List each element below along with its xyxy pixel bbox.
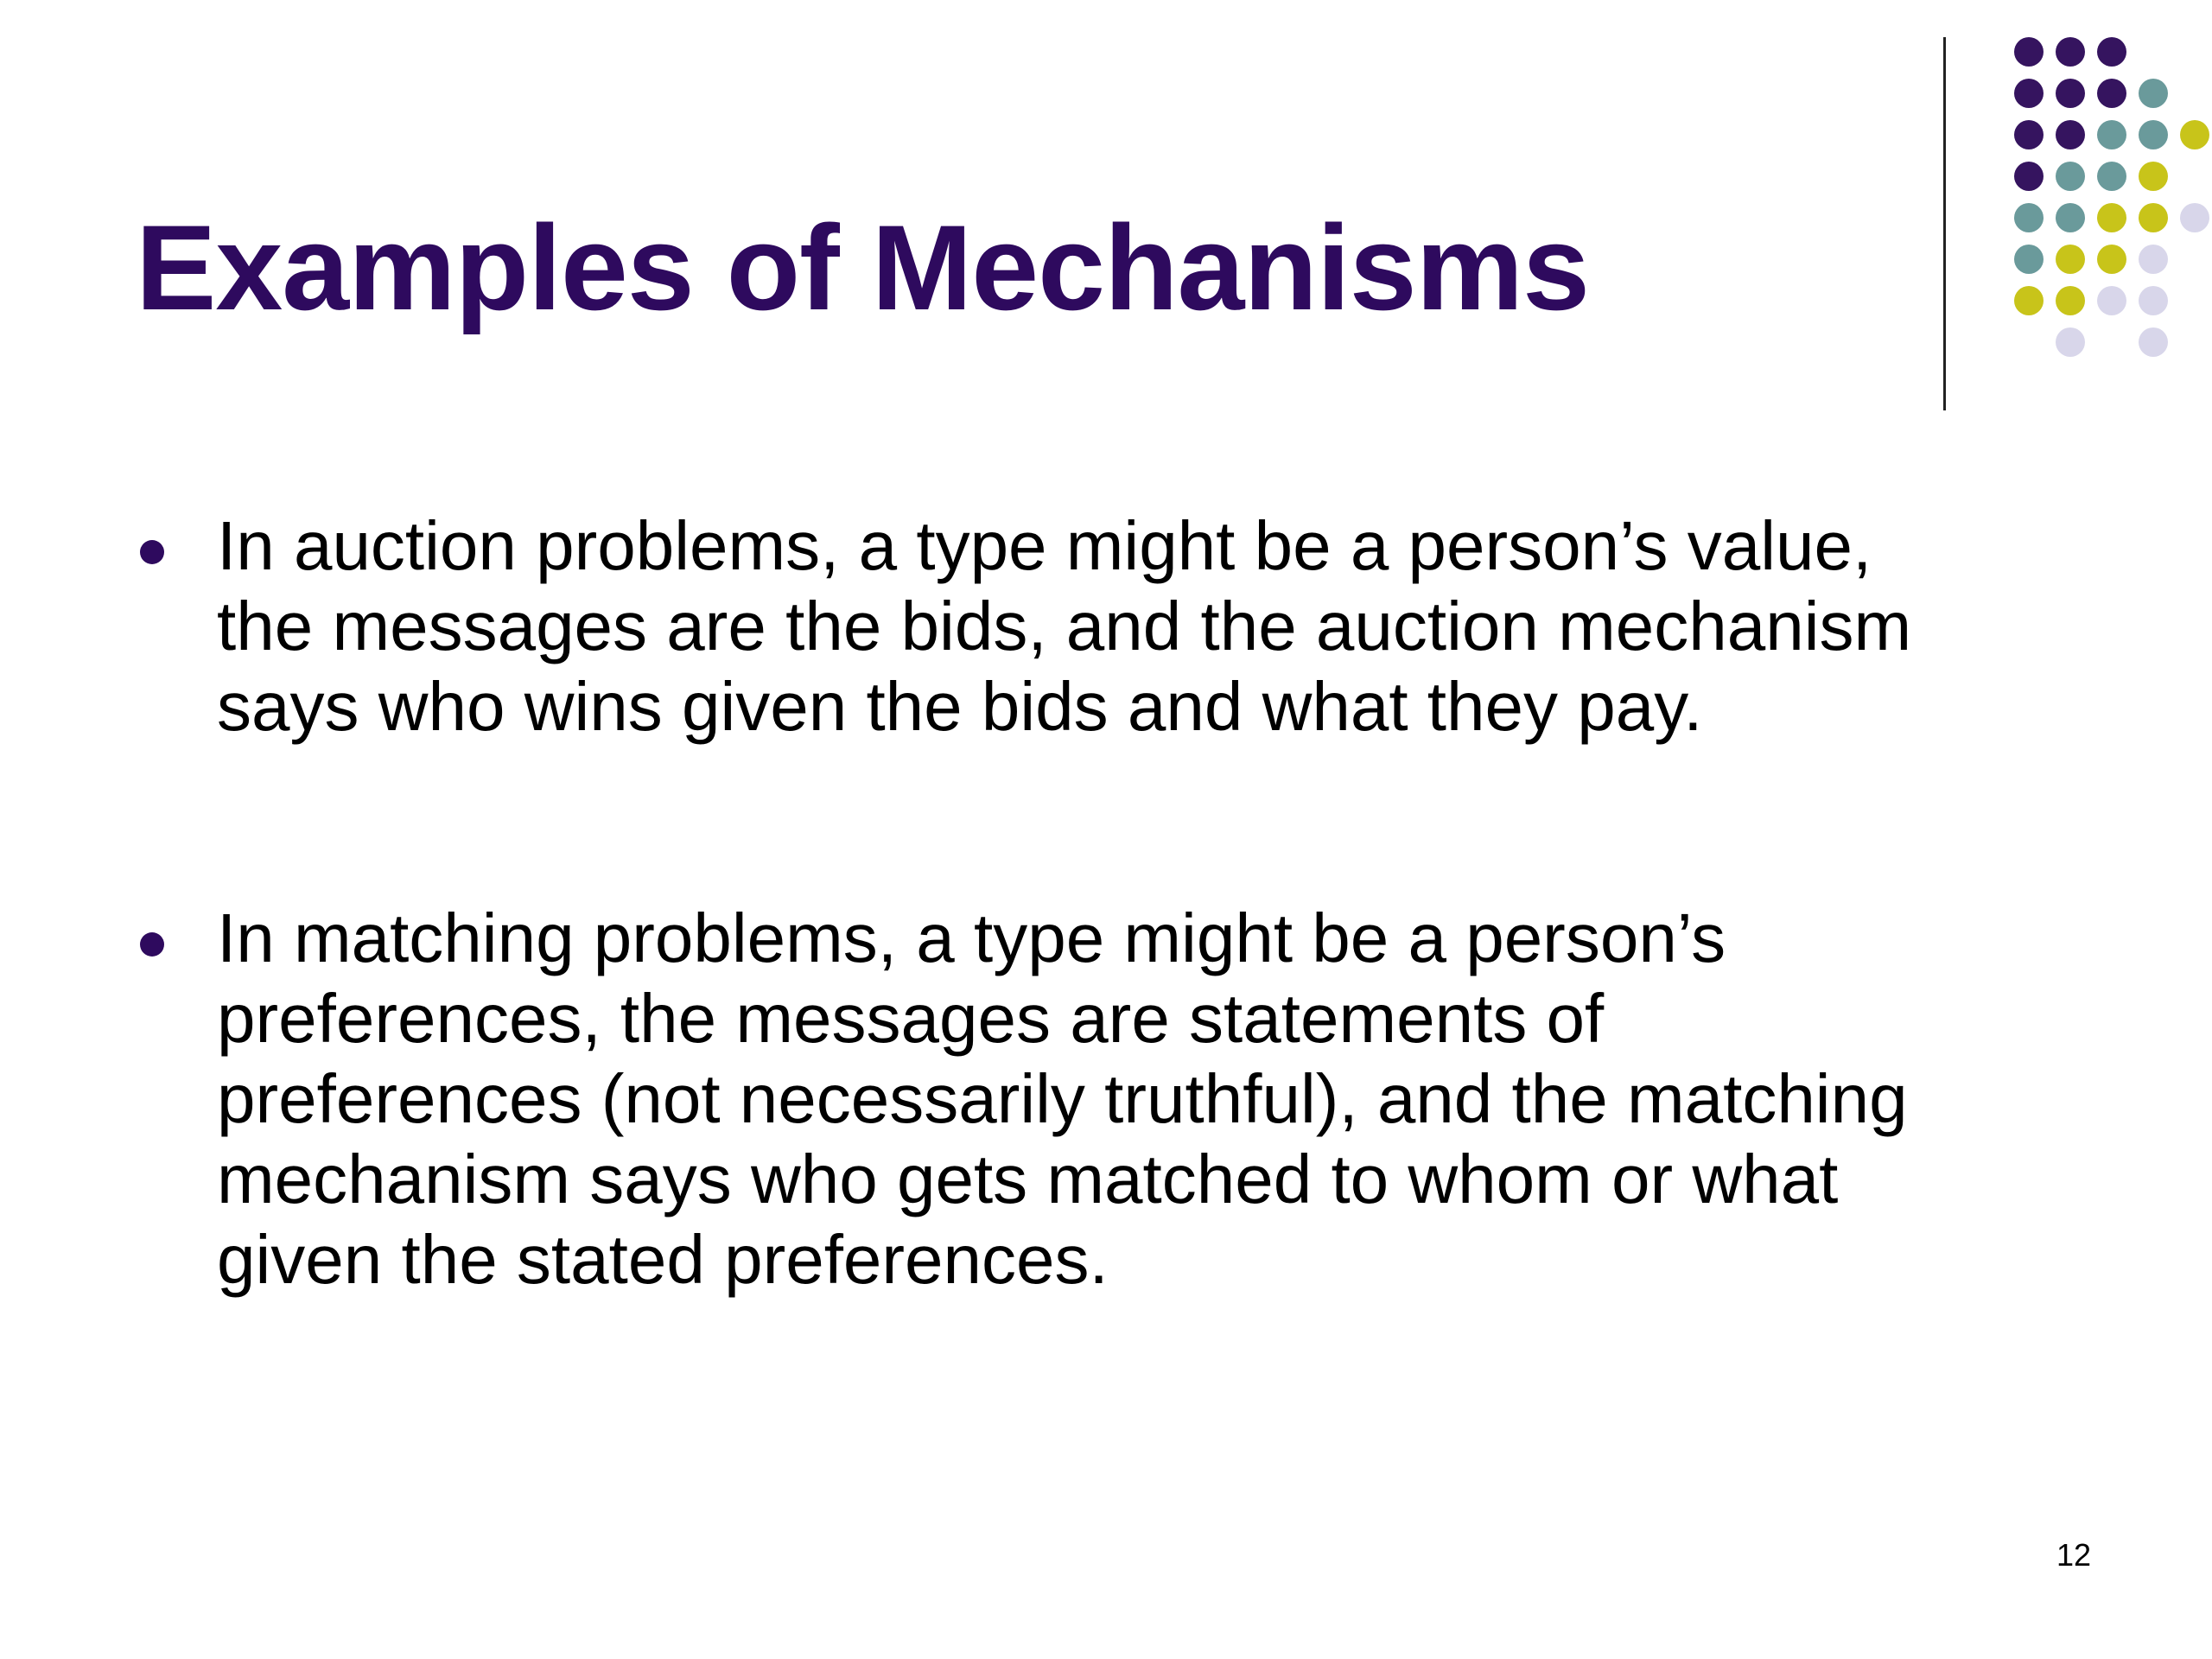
- slide-title: Examples of Mechanisms: [136, 200, 1589, 335]
- decorative-dot-purple: [2014, 120, 2044, 149]
- decorative-dot-teal: [2097, 162, 2126, 191]
- decorative-dot-lavender: [2139, 286, 2168, 315]
- bullet-list: [136, 505, 2088, 1451]
- decorative-dot-teal: [2014, 245, 2044, 274]
- decorative-dot-lavender: [2097, 286, 2126, 315]
- decorative-dot-purple: [2097, 37, 2126, 67]
- decorative-dot-teal: [2014, 203, 2044, 232]
- decorative-dot-purple: [2014, 37, 2044, 67]
- decorative-dot-purple: [2097, 79, 2126, 108]
- decorative-dot-yellow: [2097, 245, 2126, 274]
- decorative-dot-teal: [2056, 162, 2085, 191]
- bullet-dot-icon: [140, 540, 164, 564]
- decorative-dot-yellow: [2056, 286, 2085, 315]
- page-number: 12: [2056, 1537, 2092, 1573]
- decorative-dot-yellow: [2139, 203, 2168, 232]
- decorative-dot-yellow: [2056, 245, 2085, 274]
- bullet-text: In matching problems, a type might be a person’s preferences, the messages are statements of preferences (not necessarily truthful), and the matching mechanism says who gets matched to whom or what given the stated preferences.: [217, 899, 1908, 1298]
- decorative-dot-teal: [2097, 120, 2126, 149]
- vertical-divider: [1943, 37, 1946, 410]
- decorative-dot-purple: [2056, 120, 2085, 149]
- bullet-text: In auction problems, a type might be a person’s value, the messages are the bids, and the auction mechanism says who wins given the bids and what they pay.: [217, 507, 1912, 745]
- decorative-dot-lavender: [2139, 327, 2168, 357]
- decorative-dot-lavender: [2056, 327, 2085, 357]
- decorative-dot-purple: [2056, 79, 2085, 108]
- decorative-dot-yellow: [2180, 120, 2209, 149]
- decorative-dot-lavender: [2180, 203, 2209, 232]
- decorative-dot-yellow: [2097, 203, 2126, 232]
- bullet-item-matching: [136, 898, 2088, 1300]
- decorative-dot-purple: [2056, 37, 2085, 67]
- bullet-item-auction: [136, 505, 2088, 747]
- decorative-dot-teal: [2139, 120, 2168, 149]
- decorative-dot-yellow: [2139, 162, 2168, 191]
- decorative-dot-purple: [2014, 162, 2044, 191]
- decorative-dot-teal: [2056, 203, 2085, 232]
- decorative-dot-teal: [2139, 79, 2168, 108]
- bullet-dot-icon: [140, 932, 164, 957]
- decorative-dot-lavender: [2139, 245, 2168, 274]
- decorative-dot-yellow: [2014, 286, 2044, 315]
- decorative-dot-purple: [2014, 79, 2044, 108]
